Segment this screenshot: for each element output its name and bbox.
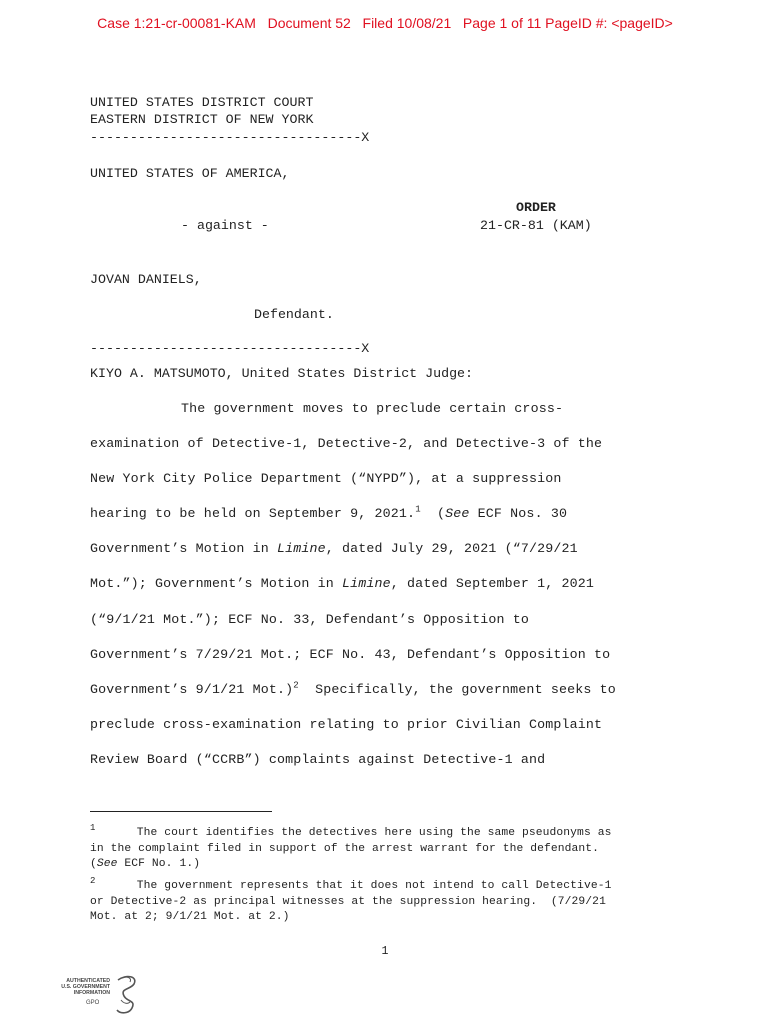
defendant-label: Defendant. — [254, 307, 334, 322]
body-line: Review Board (“CCRB”) complaints against Detective-1 and — [90, 752, 546, 767]
body-line: New York City Police Department (“NYPD”), at a suppression — [90, 471, 562, 486]
footnote-1: $^1$ The court identifies the detectives here using the same pseudonyms as — [90, 823, 612, 839]
footnote-ref-2[interactable]: 2 — [293, 680, 299, 691]
footnote-2-mark: 2 — [90, 876, 96, 887]
footnote-2-line: or Detective-2 as principal witnesses at the suppression hearing. (7/29/21 — [90, 896, 606, 908]
footnote-2: $^2$ The government represents that it does not intend to call Detective-1 — [90, 876, 612, 892]
footnote-1-line: (See ECF No. 1.) — [90, 858, 201, 870]
gpo-label: GPO — [86, 1000, 100, 1006]
footnote-separator — [90, 811, 272, 812]
body-line: (“9/1/21 Mot.”); ECF No. 33, Defendant’s Opposition to — [90, 612, 529, 627]
body-line: Government’s Motion in Limine, dated July 29, 2021 (“7/29/21 — [90, 541, 578, 556]
court-name-line1: UNITED STATES DISTRICT COURT — [90, 95, 314, 110]
caption-divider-bottom: ----------------------------------X — [90, 341, 370, 356]
court-name-line2: EASTERN DISTRICT OF NEW YORK — [90, 112, 314, 127]
body-line: Government’s 9/1/21 Mot.)$^2$ Specifically, the government seeks to — [90, 680, 616, 697]
gpo-seal-text: AUTHENTICATED U.S. GOVERNMENT INFORMATION — [61, 978, 110, 996]
defendant-name: JOVAN DANIELS, — [90, 272, 202, 287]
gpo-eagle-icon — [114, 974, 140, 1016]
footnote-1-line: in the complaint filed in support of the arrest warrant for the defendant. — [90, 843, 600, 855]
footnote-2-line: Mot. at 2; 9/1/21 Mot. at 2.) — [90, 911, 290, 923]
document-type: ORDER — [516, 200, 556, 215]
case-number: 21-CR-81 (KAM) — [480, 218, 592, 233]
case-header-stamp: Case 1:21-cr-00081-KAM Document 52 Filed 10/08/21 Page 1 of 11 PageID #: <pageID> — [97, 15, 673, 31]
judge-line: KIYO A. MATSUMOTO, United States District Judge: — [90, 366, 474, 381]
footnote-ref-1[interactable]: 1 — [415, 504, 421, 515]
body-line: Government’s 7/29/21 Mot.; ECF No. 43, Defendant’s Opposition to — [90, 647, 611, 662]
body-line: hearing to be held on September 9, 2021.$^1$ (See ECF Nos. 30 — [90, 504, 568, 521]
gpo-authentication-seal — [40, 974, 140, 1018]
footnote-1-mark: 1 — [90, 823, 96, 834]
body-line: The government moves to preclude certain cross- — [181, 401, 564, 416]
versus-text: - against - — [181, 218, 269, 233]
caption-divider-top: ----------------------------------X — [90, 130, 370, 145]
body-line: preclude cross-examination relating to prior Civilian Complaint — [90, 717, 603, 732]
plaintiff-name: UNITED STATES OF AMERICA, — [90, 166, 290, 181]
page-number: 1 — [381, 945, 389, 958]
body-line: Mot.”); Government’s Motion in Limine, dated September 1, 2021 — [90, 576, 595, 591]
body-line: examination of Detective-1, Detective-2, and Detective-3 of the — [90, 436, 603, 451]
